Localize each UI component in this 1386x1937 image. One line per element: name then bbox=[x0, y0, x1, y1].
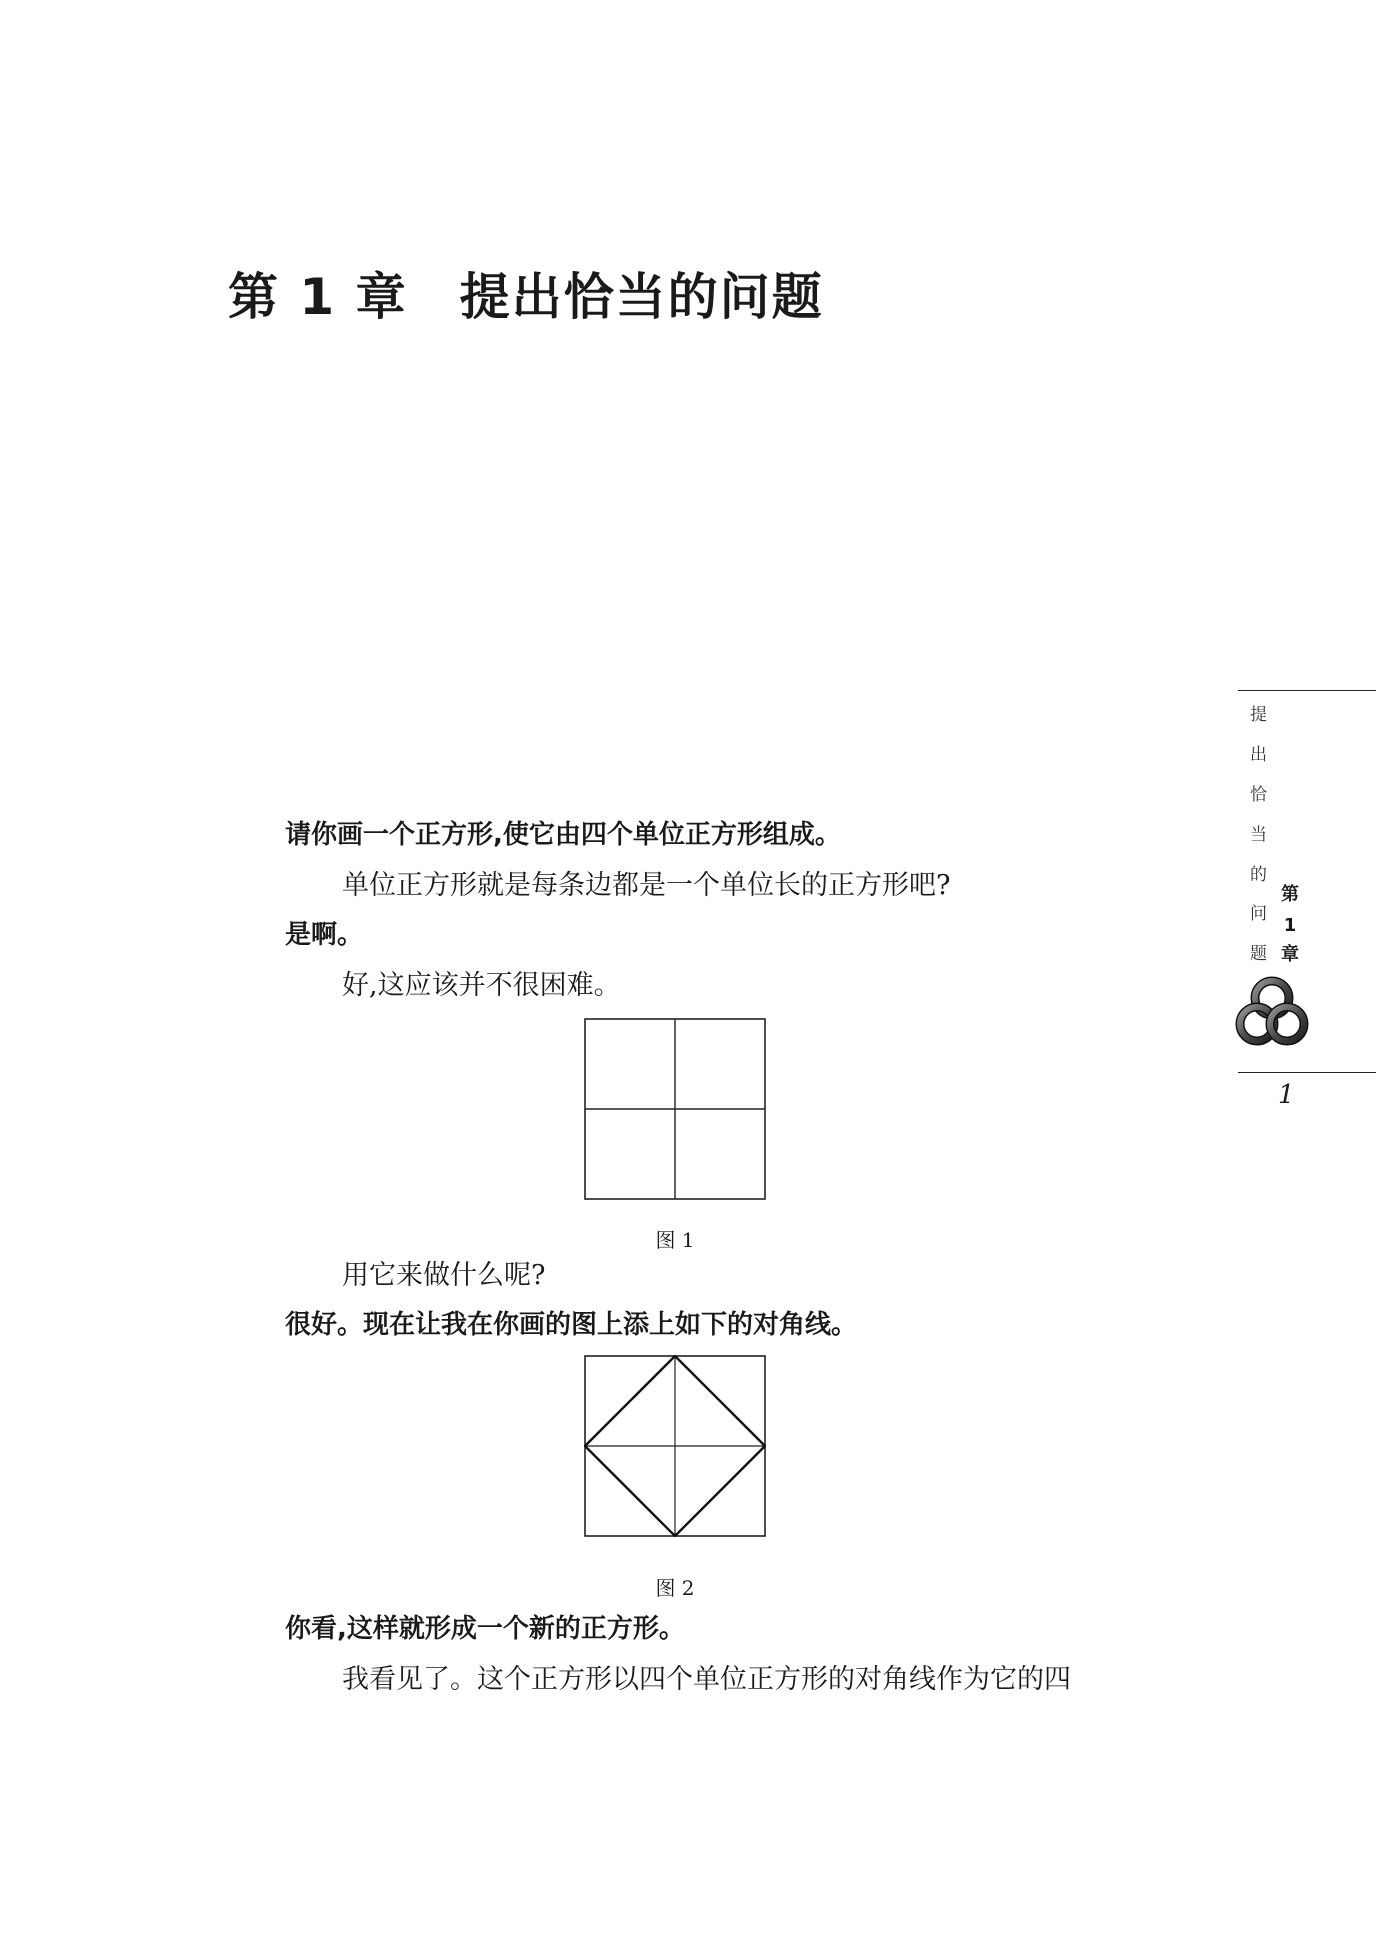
answer-line: 我看见了。这个正方形以四个单位正方形的对角线作为它的四 bbox=[342, 1664, 1071, 1695]
answer-line: 单位正方形就是每条边都是一个单位长的正方形吧? bbox=[342, 870, 951, 901]
figure-1-caption: 图 1 bbox=[655, 1228, 695, 1252]
chapter-heading bbox=[228, 268, 824, 326]
side-tab-top-rule bbox=[1238, 690, 1376, 691]
side-tab-chapter-number: 1 bbox=[1283, 915, 1297, 936]
side-tab-chapter-char: 章 bbox=[1281, 944, 1299, 965]
trefoil-knot-icon bbox=[1227, 970, 1317, 1052]
side-tab-bottom-rule bbox=[1238, 1072, 1376, 1073]
page-number: 1 bbox=[1278, 1080, 1295, 1110]
question-line: 很好。现在让我在你画的图上添上如下的对角线。 bbox=[285, 1310, 858, 1340]
side-tab-char: 恰 bbox=[1250, 785, 1267, 805]
side-tab-chapter-char: 第 bbox=[1281, 884, 1299, 905]
figure-1-grid bbox=[584, 1018, 766, 1200]
question-line: 你看,这样就形成一个新的正方形。 bbox=[285, 1614, 685, 1644]
chapter-title-text: 提出恰当的问题 bbox=[459, 268, 824, 326]
side-tab-char: 的 bbox=[1250, 865, 1267, 885]
answer-line: 用它来做什么呢? bbox=[342, 1260, 546, 1291]
side-tab-char: 提 bbox=[1250, 705, 1267, 725]
side-tab-char: 出 bbox=[1250, 745, 1267, 765]
figure-2-caption: 图 2 bbox=[655, 1576, 695, 1600]
answer-line: 好,这应该并不很困难。 bbox=[342, 970, 621, 1001]
side-tab-char: 当 bbox=[1250, 825, 1267, 845]
side-tab-char: 问 bbox=[1250, 904, 1267, 924]
question-line: 请你画一个正方形,使它由四个单位正方形组成。 bbox=[285, 820, 841, 850]
side-tab-char: 题 bbox=[1250, 944, 1267, 964]
chapter-number: 第 1 章 bbox=[228, 268, 408, 326]
figure-2-diagonal-square bbox=[584, 1355, 766, 1537]
question-line: 是啊。 bbox=[285, 920, 364, 950]
